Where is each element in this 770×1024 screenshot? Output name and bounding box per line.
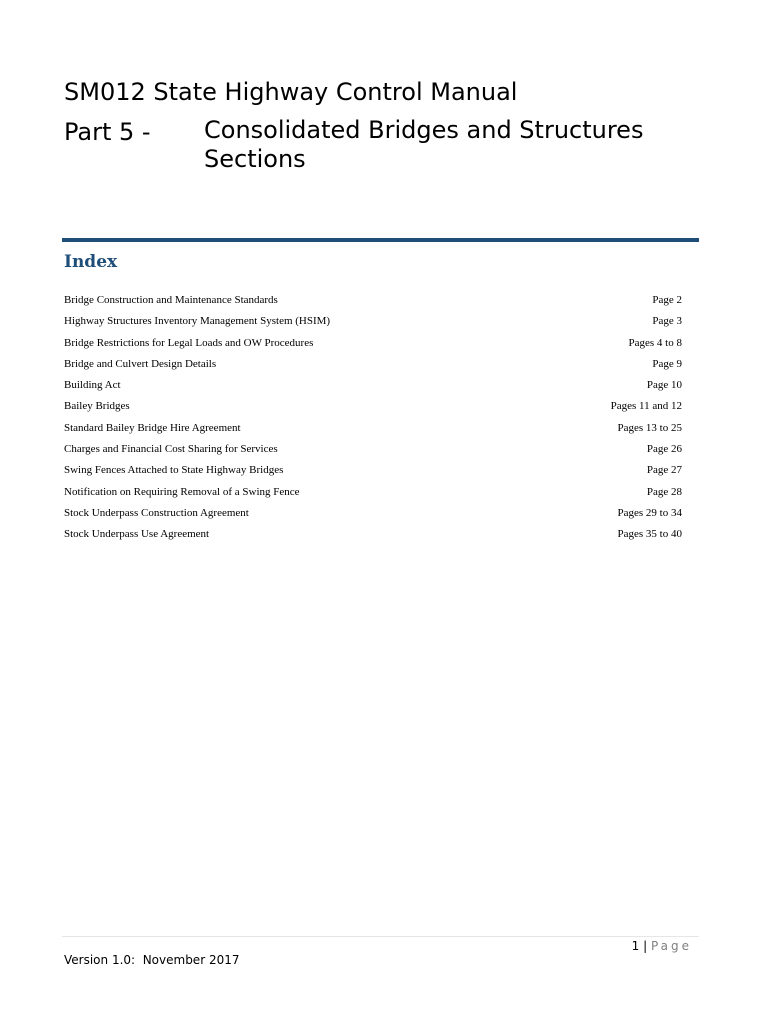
index-item-pages: Pages 13 to 25	[617, 421, 682, 434]
page-number-value: 1	[631, 939, 640, 953]
index-item	[64, 375, 682, 396]
index-item-label: Bridge and Culvert Design Details	[64, 357, 217, 370]
index-item-pages: Page 10	[646, 379, 682, 392]
index-item-label: Bridge Restrictions for Legal Loads and OW Procedures	[64, 336, 314, 349]
page-number	[632, 938, 692, 954]
index-item	[64, 439, 682, 460]
index-item-label: Bridge Construction and Maintenance Standards	[64, 294, 278, 306]
part-title: Consolidated Bridges and Structures Sections	[204, 116, 644, 173]
page-word: Page	[650, 939, 692, 953]
index-heading: Index	[64, 252, 118, 272]
index-item	[64, 311, 682, 332]
index-item-label: Highway Structures Inventory Management System (HSIM)	[64, 315, 331, 328]
page-number-separator: |	[643, 939, 648, 953]
index-item	[64, 524, 682, 545]
heading-divider	[62, 238, 699, 242]
index-item-pages: Page 3	[652, 315, 682, 328]
part-label: Part 5 -	[64, 118, 151, 146]
index-item	[64, 333, 682, 354]
index-item-pages: Pages 4 to 8	[628, 336, 682, 349]
index-item	[64, 396, 682, 417]
index-list	[64, 290, 682, 546]
index-item-pages: Pages 35 to 40	[617, 528, 682, 541]
index-item	[64, 354, 682, 375]
index-item	[64, 290, 682, 311]
part-heading	[64, 116, 744, 180]
index-item-label: Stock Underpass Construction Agreement	[64, 506, 249, 519]
index-item-pages: Pages 29 to 34	[617, 506, 682, 519]
index-item-pages: Pages 11 and 12	[610, 400, 682, 413]
index-item-pages: Page 2	[652, 294, 682, 306]
document-title: SM012 State Highway Control Manual	[64, 78, 518, 106]
index-item-label: Bailey Bridges	[64, 400, 130, 413]
index-item-label: Standard Bailey Bridge Hire Agreement	[64, 421, 241, 434]
footer-divider	[62, 936, 699, 937]
index-item-label: Stock Underpass Use Agreement	[64, 528, 210, 541]
index-item-label: Swing Fences Attached to State Highway Bridges	[64, 464, 284, 477]
index-item-label: Notification on Requiring Removal of a Swing Fence	[64, 485, 300, 498]
index-item-pages: Page 27	[646, 464, 682, 477]
index-item-pages: Page 26	[646, 443, 682, 456]
index-item-pages: Page 28	[646, 485, 682, 498]
index-item-pages: Page 9	[652, 357, 682, 370]
index-item	[64, 460, 682, 481]
version-info: Version 1.0: November 2017	[64, 953, 240, 967]
index-item	[64, 482, 682, 503]
index-item-label: Charges and Financial Cost Sharing for Services	[64, 443, 278, 456]
index-item-label: Building Act	[64, 379, 121, 392]
index-item	[64, 418, 682, 439]
index-item	[64, 503, 682, 524]
